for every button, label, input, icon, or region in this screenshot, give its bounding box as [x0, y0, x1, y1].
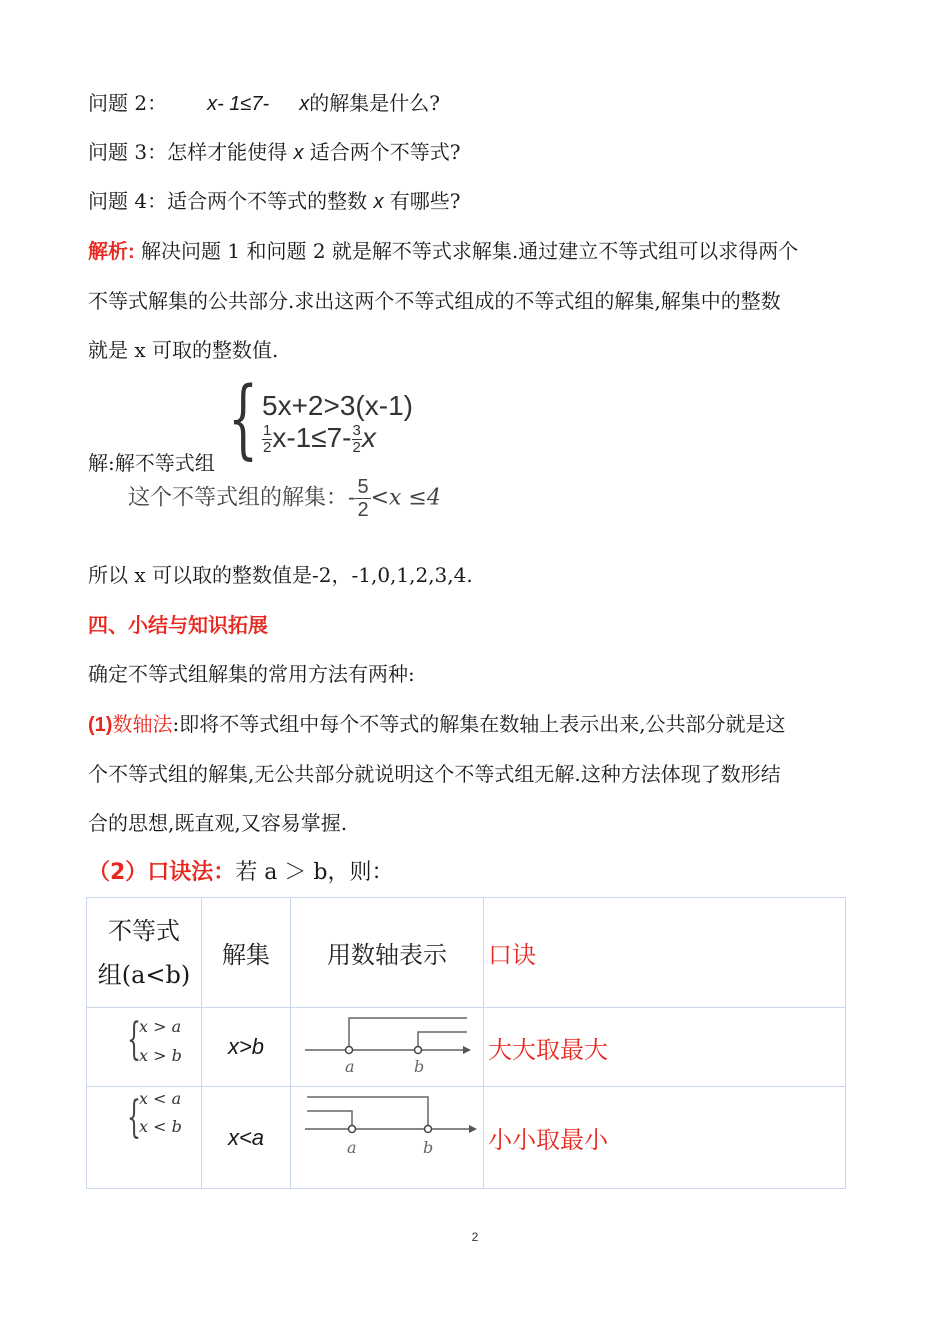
row2-axis-b: b [423, 1138, 434, 1157]
question-3-var: x [293, 142, 304, 164]
table-row [87, 1008, 846, 1087]
row2-system [87, 1087, 202, 1189]
analysis-line-3: 就是 x 可取的整数值. [88, 338, 279, 362]
fraction-three-halves: $\frac{3}{2}$ [352, 422, 361, 457]
method-2-cond: 若 a ＞ b，则： [235, 860, 394, 885]
method-1-line-3: 合的思想,既直观,又容易掌握. [88, 811, 348, 835]
row2-rule: 小小取最小 [484, 1087, 846, 1189]
left-brace: { [228, 369, 259, 469]
question-4-tail: 有哪些? [383, 189, 461, 213]
row2-axis-svg [291, 1087, 481, 1167]
row1-sys-2: x > b [139, 1046, 182, 1065]
method-2-tag: （2）口诀法： [88, 860, 236, 885]
row1-sys-1: x > a [139, 1017, 182, 1036]
question-3 [88, 139, 461, 166]
table-row [87, 1087, 846, 1189]
row2-sys-1: x < a [139, 1089, 182, 1108]
header-inequality-system [87, 898, 202, 1008]
row1-axis-a: a [345, 1057, 355, 1076]
question-2-label: 问题 2： [88, 91, 168, 115]
header-col1-line2: 组(a<b) [97, 960, 191, 989]
question-3-tail: 适合两个不等式? [303, 140, 461, 164]
solution-set [128, 476, 441, 521]
inequality-1: 5x+2>3(x-1) [262, 390, 413, 421]
question-4-var: x [373, 191, 384, 213]
conclusion: 所以 x 可以取的整数值是-2，-1,0,1,2,3,4. [88, 563, 473, 587]
rules-table [86, 897, 846, 1189]
inequality-system [228, 369, 468, 469]
row2-number-line [291, 1087, 484, 1189]
inequality-2-mid: x-1≤7- [272, 422, 352, 453]
question-4 [88, 188, 461, 215]
row1-solution: x>b [202, 1008, 291, 1087]
table-header-row [87, 898, 846, 1008]
header-number-line: 用数轴表示 [291, 898, 484, 1008]
header-solution: 解集 [202, 898, 291, 1008]
methods-intro: 确定不等式组解集的常用方法有两种: [88, 662, 415, 686]
row2-solution: x<a [202, 1087, 291, 1189]
analysis-line-1 [88, 238, 798, 265]
page-number: 2 [471, 1230, 479, 1244]
fraction-five-halves: $\frac{5}{2}$ [357, 476, 369, 521]
method-1-name: 数轴法 [112, 712, 173, 736]
question-2-var: x [299, 93, 310, 115]
inequality-2-end: x [361, 422, 376, 453]
fraction-half: $\frac{1}{2}$ [263, 422, 272, 457]
row1-axis-b: b [414, 1057, 425, 1076]
method-2-line [88, 860, 394, 886]
row2-brace: { [127, 1092, 141, 1143]
row1-number-line [291, 1008, 484, 1087]
method-1-line-1 [88, 711, 786, 738]
row1-axis-svg [291, 1008, 481, 1082]
solution-set-suffix: <x ≤4 [370, 485, 441, 511]
row2-axis-a: a [347, 1138, 357, 1157]
question-2-tail: 的解集是什么? [309, 91, 440, 115]
question-4-text: 问题 4：适合两个不等式的整数 [88, 189, 374, 213]
method-1-tag: (1) [88, 714, 113, 736]
row1-brace: { [127, 1014, 141, 1065]
header-col1-line1: 不等式 [108, 916, 180, 945]
analysis-label: 解析: [88, 241, 135, 263]
inequality-2 [262, 422, 376, 456]
row1-system [87, 1008, 202, 1087]
method-1-line-2: 个不等式组的解集,无公共部分就说明这个不等式组无解.这种方法体现了数形结 [88, 762, 781, 786]
row2-sys-2: x < b [139, 1117, 182, 1136]
question-2-expr: x- 1≤7- [207, 93, 270, 115]
analysis-text-1: 解决问题 1 和问题 2 就是解不等式求解集.通过建立不等式组可以求得两个 [134, 239, 799, 263]
row1-rule: 大大取最大 [484, 1008, 846, 1087]
method-1-text-1: :即将不等式组中每个不等式的解集在数轴上表示出来,公共部分就是这 [172, 712, 786, 736]
header-rule: 口诀 [484, 898, 846, 1008]
solution-set-prefix: 这个不等式组的解集：- [128, 485, 356, 511]
solution-label: 解:解不等式组 [88, 451, 215, 475]
question-3-text: 问题 3：怎样才能使得 [88, 140, 294, 164]
analysis-line-2: 不等式解集的公共部分.求出这两个不等式组成的不等式组的解集,解集中的整数 [88, 289, 781, 313]
question-2 [88, 90, 440, 117]
section-4-title: 四、小结与知识拓展 [88, 613, 268, 637]
